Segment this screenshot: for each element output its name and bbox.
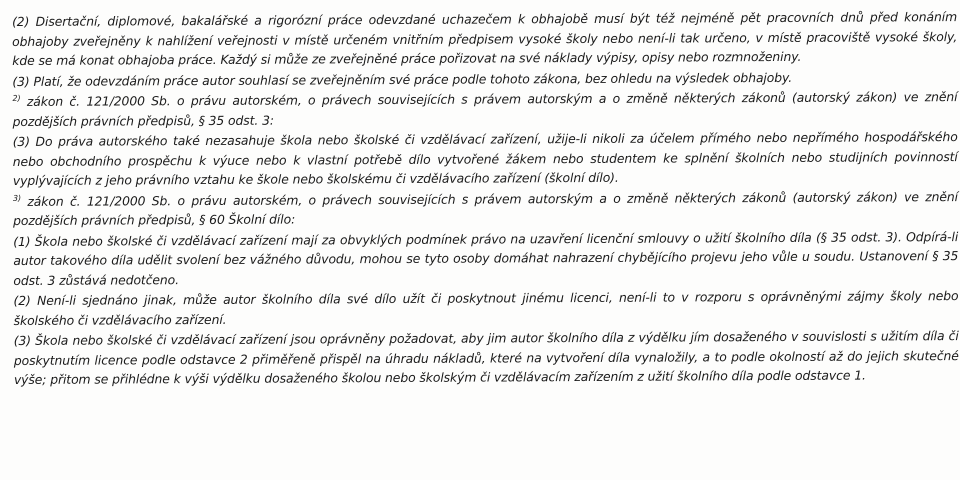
document-body (12, 7, 959, 390)
paragraph-text: (3) Do práva autorského také nezasahuje škola nebo školské či vzdělávací zařízení, užije-li nikoli za účelem přímého nebo nepřímého hospodářského nebo obchodního prospěchu k výuce nebo k vlastní potřebě dílo vytvořené žákem nebo studentem ke splnění školních nebo studijních povinností vyplývajících z jeho právního vztahu ke škole nebo školskému či vzdělávacího zařízení (školní dílo). (12, 129, 958, 188)
footnote-marker: 2) (12, 93, 21, 103)
paragraph-license-agreement (13, 227, 958, 290)
paragraph-text: (3) Platí, že odevzdáním práce autor souhlasí se zveřejněním své práce podle tohoto zákona, bez ohledu na výsledek obhajoby. (12, 69, 793, 89)
paragraph-author-license (13, 286, 958, 330)
paragraph-text: (1) Škola nebo školské či vzdělávací zařízení mají za obvyklých podmínek právo na uzavření licenční smlouvy o užití školního díla (§ 35 odst. 3). Odpírá-li autor takového díla udělit svolení bez vážného důvodu, mohou se tyto osoby domáhat nahrazení chybějícího projevu jeho vůle u soudu. Ustanovení § 35 odst. 3 zůstává nedotčeno. (13, 228, 959, 288)
footnote-2 (12, 87, 957, 131)
paragraph-school-work-use (13, 127, 958, 190)
paragraph-thesis-publication (12, 7, 957, 70)
footnote-3 (13, 187, 958, 231)
footnote-text: zákon č. 121/2000 Sb. o právu autorském, o právech souvisejících s právem autorským a o změně některých zákonů (autorský zákon) ve znění pozdějších právních předpisů, § 35 odst. 3: (12, 89, 958, 129)
footnote-marker: 3) (12, 193, 22, 203)
paragraph-text: (3) Škola nebo školské či vzdělávací zařízení jsou oprávněny požadovat, aby jim autor školního díla z výdělku jím dosaženého v souvislosti s užitím díla či poskytnutím licence podle odstavce 2 přiměřeně přispěl na úhradu nákladů, které na vytvoření díla vynaložily, a to podle okolností až do jejich skutečné výše; přitom se přihlédne k výši výdělku dosaženého školou nebo školským či vzdělávacím zařízením z užití školního díla podle odstavce 1. (13, 328, 959, 387)
paragraph-text: (2) Není-li sjednáno jinak, může autor školního díla své dílo užít či poskytnout jinému licenci, není-li to v rozporu s oprávněnými zájmy školy nebo školského či vzdělávacího zařízení. (13, 288, 959, 328)
footnote-text: zákon č. 121/2000 Sb. o právu autorském, o právech souvisejících s právem autorským a o změně některých zákonů (autorský zákon) ve znění pozdějších právních předpisů, § 60 Školní dílo: (13, 188, 959, 228)
paragraph-text: (2) Disertační, diplomové, bakalářské a rigorózní práce odevzdané uchazečem k obhajobě musí být též nejméně pět pracovních dnů před konáním obhajoby zveřejněny k nahlížení veřejnosti v místě určeném vnitřním předpisem vysoké školy nebo není-li tak určeno, v místě pracoviště vysoké školy, kde se má konat obhajoba práce. Každý si může ze zveřejněné práce pořizovat na své náklady výpisy, opisy nebo rozmnoženiny. (12, 9, 958, 68)
paragraph-cost-contribution (14, 326, 959, 389)
